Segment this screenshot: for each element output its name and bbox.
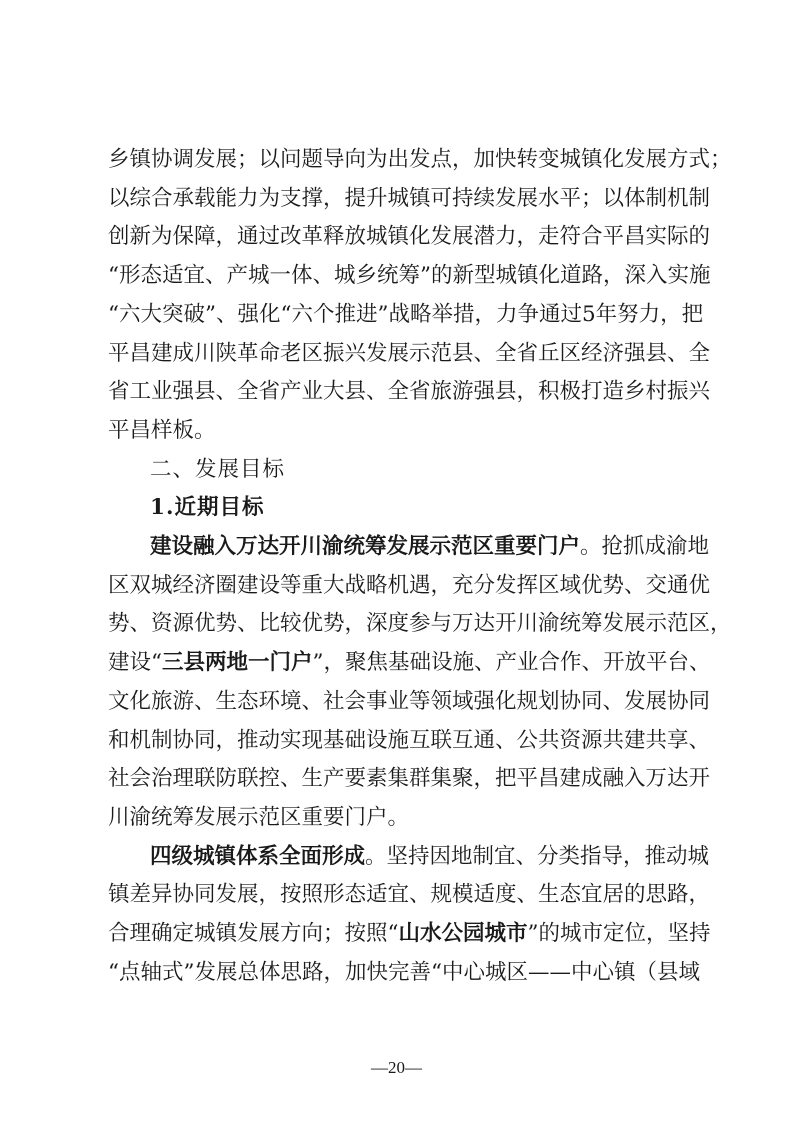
text-segment: 镇差异协同发展，按照形态适宜、规模适度、生态宜居的思路， <box>108 882 711 908</box>
text-segment: 建设“ <box>108 650 162 676</box>
bold-text: 三县两地一门户 <box>162 650 313 676</box>
page-number: —20— <box>371 1058 422 1077</box>
bold-text: 山水公园城市 <box>398 921 528 946</box>
text-segment: 省工业强县、全省产业大县、全省旅游强县，积极打造乡村振兴 <box>108 379 711 405</box>
text-segment: 平昌建成川陕革命老区振兴发展示范县、全省丘区经济强县、全 <box>108 340 711 366</box>
text-line <box>108 571 711 601</box>
text-line <box>108 339 711 369</box>
text-segment: 川渝统筹发展示范区重要门户。 <box>108 804 410 830</box>
text-segment: 以综合承载能力为支撑，提升城镇可持续发展水平；以体制机制 <box>108 185 711 211</box>
text-segment: ”的城市定位，坚持 <box>527 921 711 946</box>
bold-text: 1.近期目标 <box>150 495 265 521</box>
text-line <box>108 416 700 446</box>
text-segment: 平昌样板。 <box>108 417 216 443</box>
text-line <box>108 958 700 988</box>
text-line <box>108 803 700 833</box>
text-line <box>108 648 711 678</box>
text-segment: 乡镇协调发展；以问题导向为出发点，加快转变城镇化发展方式； <box>108 147 732 172</box>
text-segment: 。抢抓成渝地 <box>580 534 710 559</box>
text-segment: 和机制协同，推动实现基础设施互联互通、公共资源共建共享、 <box>108 727 711 753</box>
text-line <box>108 687 711 717</box>
section-heading <box>150 455 700 485</box>
text-line <box>108 609 732 639</box>
text-line <box>108 726 711 756</box>
text-line <box>108 300 704 330</box>
text-segment: “形态适宜、产城一体、城乡统筹”的新型城镇化道路，深入实施 <box>108 263 711 289</box>
text-segment: 势、资源优势、比较优势，深度参与万达开川渝统筹发展示范区， <box>108 611 732 637</box>
text-segment: 合理确定城镇发展方向；按照“ <box>108 921 399 946</box>
text-line <box>108 222 711 252</box>
text-line <box>108 377 711 407</box>
text-line <box>150 532 710 562</box>
text-segment: 。坚持因地制宜、分类指导，推动城 <box>365 843 710 869</box>
text-line <box>108 184 711 214</box>
text-segment: 社会治理联防联控、生产要素集群集聚，把平昌建成融入万达开 <box>108 766 711 792</box>
bold-text: 建设融入万达开川渝统筹发展示范区重要门户 <box>150 534 581 559</box>
text-segment: 区双城经济圈建设等重大战略机遇，充分发挥区域优势、交通优 <box>108 572 711 598</box>
text-segment: ”，聚焦基础设施、产业合作、开放平台、 <box>312 650 711 676</box>
text-segment: “六大突破”、强化“六个推进”战略举措，力争通过5年努力，把 <box>108 301 704 327</box>
text-line <box>108 764 711 794</box>
section-heading <box>150 493 700 523</box>
text-line <box>150 842 710 872</box>
text-line <box>108 919 711 949</box>
text-line <box>108 145 732 175</box>
text-line <box>108 261 711 291</box>
text-segment: “点轴式”发展总体思路，加快完善“中心城区——中心镇（县域 <box>108 959 700 985</box>
text-segment: 二、发展目标 <box>150 456 286 482</box>
text-line <box>108 880 711 910</box>
bold-text: 四级城镇体系全面形成 <box>150 843 366 869</box>
text-segment: 文化旅游、生态环境、社会事业等领域强化规划协同、发展协同 <box>108 688 711 714</box>
text-segment: 创新为保障，通过改革释放城镇化发展潜力，走符合平昌实际的 <box>108 224 711 250</box>
